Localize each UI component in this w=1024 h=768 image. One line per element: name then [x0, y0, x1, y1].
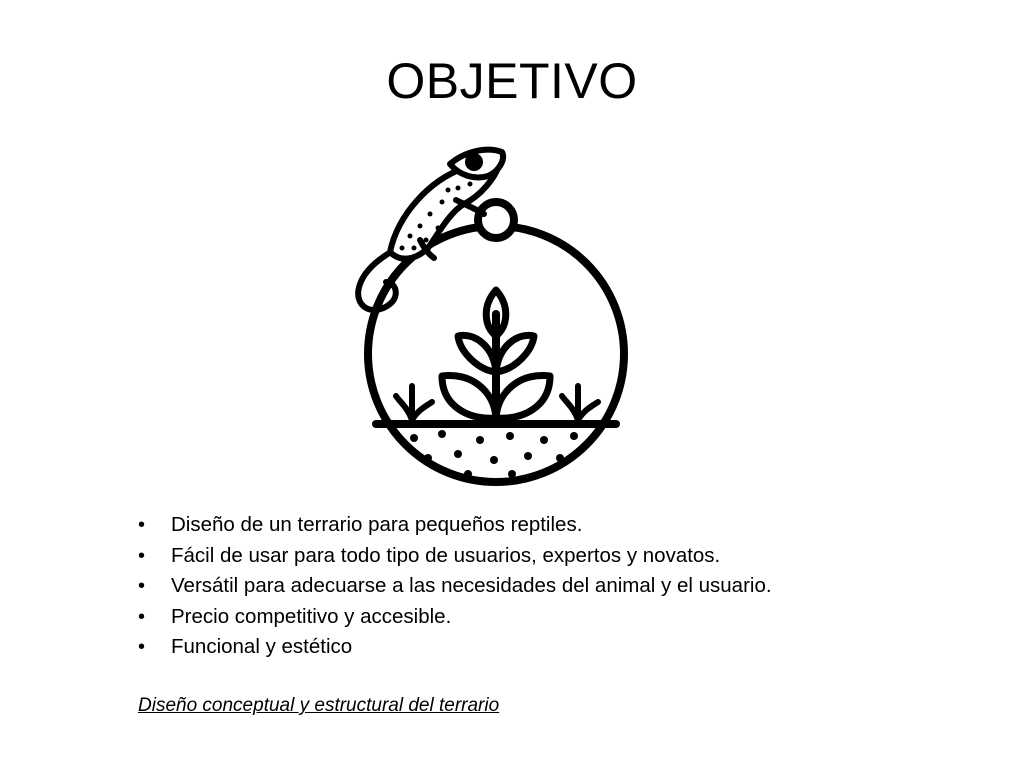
bullet-dot: • [138, 544, 146, 567]
grass-left [396, 386, 432, 420]
bullet-item [138, 571, 772, 602]
bullet-dot: • [138, 514, 146, 536]
bullet-dot: • [138, 605, 146, 628]
grass-right [562, 386, 598, 420]
terrarium-chameleon-icon [338, 144, 638, 492]
bullet-item [138, 602, 772, 633]
bullet-list [138, 510, 772, 663]
bullet-item [138, 510, 772, 541]
plant-right-leaf-upper [496, 335, 534, 372]
bullet-item [138, 632, 772, 663]
bullet-dot: • [138, 636, 146, 658]
plant-right-leaf-lower [496, 375, 550, 418]
bullet-text: Diseño de un terrario para pequeños reptiles. [171, 513, 583, 536]
plant-left-leaf-lower [442, 375, 496, 418]
bullet-dot: • [138, 575, 146, 597]
bullet-item [138, 541, 772, 572]
bullet-text: Funcional y estético [171, 635, 353, 658]
slide-title: OBJETIVO [386, 53, 638, 109]
bullet-text: Versátil para adecuarse a las necesidades del animal y el usuario. [171, 574, 772, 597]
conceptual-design-link[interactable]: Diseño conceptual y estructural del terrario [138, 695, 500, 716]
globe-knob [478, 202, 514, 238]
bullet-text: Fácil de usar para todo tipo de usuarios, expertos y novatos. [171, 543, 721, 567]
plant-left-leaf-upper [458, 335, 496, 372]
bullet-text: Precio competitivo y accesible. [171, 604, 452, 628]
